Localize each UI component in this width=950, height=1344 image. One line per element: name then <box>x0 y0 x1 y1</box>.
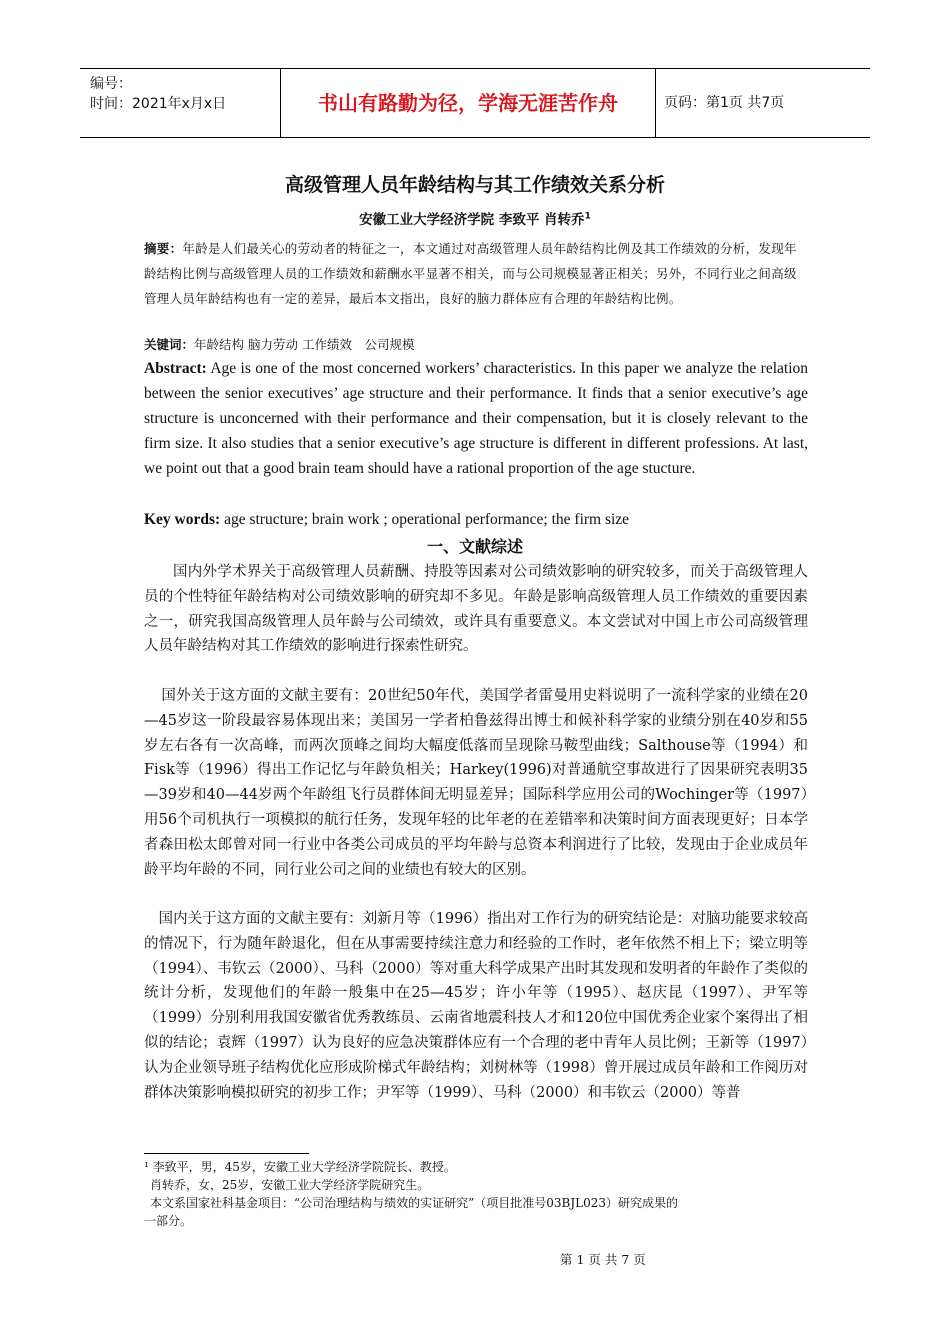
time-label: 时间：2021年x月x日 <box>90 96 227 112</box>
authors-footnote-mark: 1 <box>584 211 591 222</box>
body-paragraph-2: 国外关于这方面的文献主要有：20世纪50年代，美国学者雷曼用史料说明了一流科学家的业绩在20—45岁这一阶段最容易体现出来；美国另一学者柏鲁兹得出博士和候补科学家的业绩分别在40岁和55岁左右各有一次高峰，而两次顶峰之间均大幅度低落而呈现除马鞍型曲线；Salthouse等（1994）和Fisk等（1996）得出工作记忆与年龄负相关；Harkey(1996)对普通航空事故进行了因果研究表明35—39岁和40—44岁两个年龄组飞行员群体间无明显差异；国际科学应用公司的Wochinger等（1997）用56个司机执行一项模拟的航行任务，发现年轻的比年老的在差错率和决策时间方面表现更好；日本学者森田松太郎曾对同一行业中各类公司成员的平均年龄与总资本利润进行了比较，发现由于企业成员年龄平均年龄的不同，同行业公司之间的业绩也有较大的区别。 <box>144 688 808 878</box>
keywords-en-label: Key words: <box>144 511 221 528</box>
paper-title: 高级管理人员年龄结构与其工作绩效关系分析 <box>284 174 665 196</box>
authors-text: 安徽工业大学经济学院 李致平 肖转乔 <box>359 212 585 228</box>
body-paragraph-1: 国内外学术界关于高级管理人员薪酬、持股等因素对公司绩效影响的研究较多，而关于高级管理人员的个性特征年龄结构对公司绩效影响的研究却不多见。年龄是影响高级管理人员工作绩效的重要因素之一，研究我国高级管理人员年龄与公司绩效，或许具有重要意义。本文尝试对中国上市公司高级管理人员年龄结构对其工作绩效的影响进行探索性研究。 <box>144 564 808 655</box>
abstract-cn-label: 摘要： <box>144 241 183 256</box>
footnote-divider <box>144 1153 309 1154</box>
abstract-en-text: Age is one of the most concerned workers’ characteristics. In this paper we analyze the relation between the senior executives’ age structure and their performance. It finds that a senior executive’s age structure is unconcerned with their performance and their compensation, but it is closely relevant to the firm size. It also studies that a senior executive’s age structure is different in different professions. At last, we point out that a good brain team should have a rational proportion of the age stucture. <box>144 360 808 477</box>
keywords-cn <box>144 336 808 354</box>
authors-line <box>0 208 950 228</box>
abstract-cn <box>144 236 808 311</box>
body-paragraph-3: 国内关于这方面的文献主要有：刘新月等（1996）指出对工作行为的研究结论是：对脑功能要求较高的情况下，行为随年龄退化，但在从事需要持续注意力和经验的工作时，老年依然不相上下；梁立明等（1994）、韦钦云（2000）、马科（2000）等对重大科学成果产出时其发现和发明者的年龄作了类似的统计分析，发现他们的年龄一般集中在25—45岁；许小年等（1995）、赵庆昆（1997）、尹军等（1999）分别利用我国安徽省优秀教练员、云南省地震科技人才和120位中国优秀企业家个案得出了相似的结论；袁辉（1997）认为良好的应急决策群体应有一个合理的老中青年人员比例；王新等（1997）认为企业领导班子结构优化应形成阶梯式年龄结构；刘树林等（1998）曾开展过成员年龄和工作阅历对群体决策影响模拟研究的初步工作；尹军等（1999）、马科（2000）和韦钦云（2000）等普 <box>144 911 808 1101</box>
keywords-en <box>144 507 808 532</box>
page-footer: 第 1 页 共 7 页 <box>560 1252 646 1267</box>
footnote-3: 本文系国家社科基金项目：“公司治理结构与绩效的实证研究”（项目批准号03BJL023）研究成果的 <box>150 1196 679 1210</box>
abstract-cn-text: 年龄是人们最关心的劳动者的特征之一，本文通过对高级管理人员年龄结构比例及其工作绩效的分析，发现年龄结构比例与高级管理人员的工作绩效和薪酬水平显著不相关，而与公司规模显著正相关；另外，不同行业之间高级管理人员年龄结构也有一定的差异，最后本文指出，良好的脑力群体应有合理的年龄结构比例。 <box>144 241 797 306</box>
footnotes <box>144 1158 808 1230</box>
footnote-2: 肖转乔，女，25岁，安徽工业大学经济学院研究生。 <box>150 1178 430 1192</box>
abstract-en-label: Abstract: <box>144 360 207 377</box>
footnote-4: 一部分。 <box>144 1214 193 1228</box>
header-table <box>80 68 870 138</box>
keywords-cn-text: 年龄结构 脑力劳动 工作绩效 公司规模 <box>194 337 415 352</box>
motto: 书山有路勤为径，学海无涯苦作舟 <box>281 69 656 137</box>
keywords-en-text: age structure; brain work ; operational performance; the firm size <box>224 511 630 528</box>
section-title: 一、文献综述 <box>426 537 523 556</box>
header-meta-cell <box>80 69 281 137</box>
page-label: 页码：第1页 共7页 <box>664 95 785 111</box>
number-label: 编号： <box>90 76 132 92</box>
footnote-1: ¹ 李致平，男，45岁，安徽工业大学经济学院院长、教授。 <box>144 1160 456 1174</box>
keywords-cn-label: 关键词： <box>144 337 195 352</box>
abstract-en <box>144 356 808 481</box>
